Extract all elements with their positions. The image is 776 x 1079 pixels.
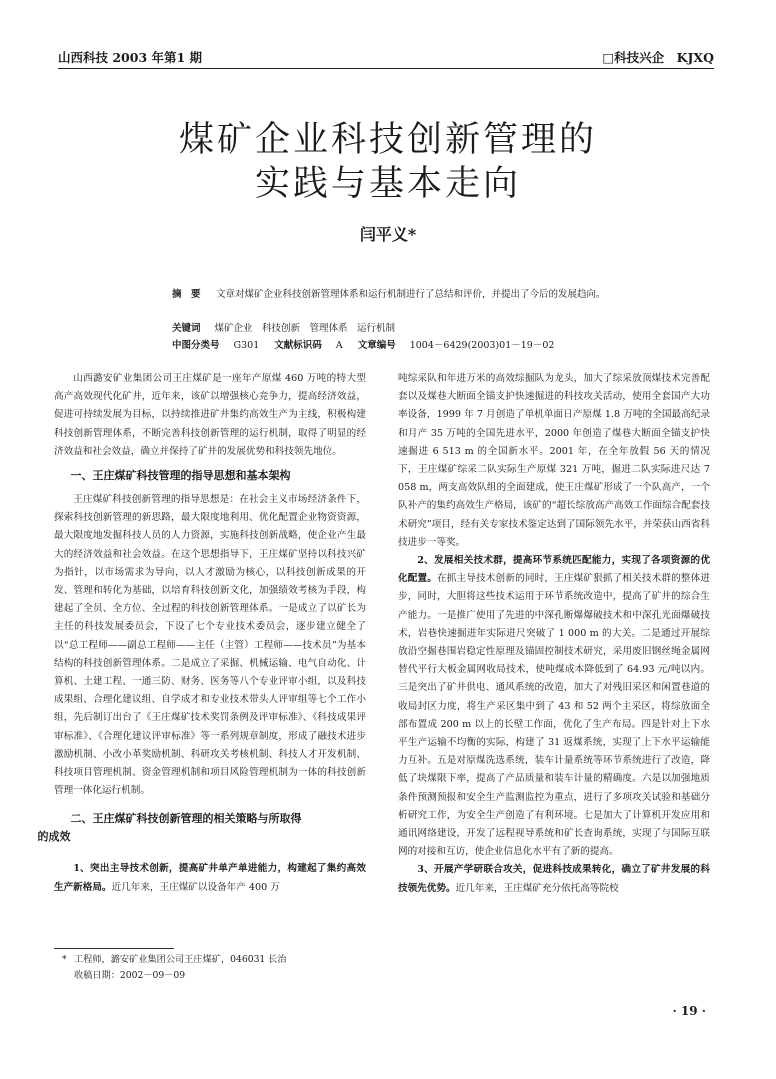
section2-heading-part1: 二、王庄煤矿科技创新管理的相关策略与所取得: [70, 812, 302, 826]
journal-issue: 山西科技 2003 年第1 期: [58, 50, 203, 65]
footnote-rule: [54, 948, 174, 949]
right-paragraph2: [398, 552, 710, 861]
footnote-affiliation: 工程师，潞安矿业集团公司王庄煤矿，046031 长治: [74, 954, 287, 965]
right-p3-text: 近几年来，王庄煤矿充分依托高等院校: [455, 882, 619, 894]
section1-paragraph: 王庄煤矿科技创新管理的指导思想是：在社会主义市场经济条件下，探索科技创新管理的新思路，最大限度地利用、优化配置企业物资资源，最大限度地发掘科技人员的人力资源，实施科技创新战略，使企业产生最大的经济效益和社会效益。在这个思想指导下，王庄煤矿坚持以科技兴矿为指针，以市场需求为导向，以人才激励为核心，以科技创新成果的开发、管理和转化为基础，以培育科技创新文化，加强绩效考核为手段，构建起了全员、全方位、全过程的科技创新管理体系。一是成立了以矿长为主任的科技发展委员会，下设了七个专业技术委员会，逐步建立健全了以“总工程师——副总工程师——主任（主管）工程师——技术员”为基本结构的科技创新管理体系。二是成立了采掘、机械运输、电气自动化、计算机、土建工程、一通三防、财务、医务等八个专业评审小组，以及科技成果组、合理化建议组、自学成才和专业技术带头人评审组等七个工作小组，先后制订出台了《王庄煤矿技术奖罚条例及评审标准》、《科技成果评审标准》、《合理化建议评审标准》等一系列规章制度，形成了融技术进步激励机制、小改小革奖励机制、科研攻关考核机制、科技人才开发机制、科技项目管理机制、资金管理机制和项目风险管理机制为一体的科技创新管理一体化运行机制。: [54, 494, 366, 797]
footnote: [62, 952, 287, 984]
right-p3-lead: 3、开展产学研联合攻关，促进科技成果转化，确立了矿井发展的科技领先优势。: [398, 864, 710, 894]
intro-paragraph: 山西潞安矿业集团公司王庄煤矿是一座年产原煤 460 万吨的特大型高产高效现代化矿井，近年来，该矿以增强核心竞争力，提高经济效益，促进可持续发展为目标，以持续推进矿井集约高效生产为主线，积极构建科技创新管理体系，不断完善科技创新管理的运行机制，取得了明显的经济效益和社会效益，确立并保持了矿井的发展优势和科技领先地位。: [54, 373, 366, 457]
keywords-label: 关键词: [172, 323, 201, 334]
right-p2-text: 在抓主导技术创新的同时，王庄煤矿狠抓了相关技术群的整体进步，同时，大胆将这些技术运用于环节系统改造中，提高了矿井的综合生产能力。一是推广使用了先进的中深孔断爆爆破技术和中深孔光面爆破技术，岩巷快速掘进年实际进尺突破了 1 000 m 的大关。二是通过开展综放沿空掘巷围岩稳定性原理及锚固控制技术研究，采用废旧钢丝绳金属网替代平行大板金属网收局技术，使吨煤成本降低到了 64.93 元/吨以内。三是突出了矿井供电、通风系统的改造，加大了对残旧采区和闲置巷道的收局封区力度，将生产采区集中到了 43 和 52 两个主采区，将综放面全部布置成 200 m 以上的长壁工作面，优化了生产布局。四是针对上下水平生产运输不均衡的实际，构建了 31 返煤系统，实现了上下水平运输能力互补。五是对原煤洗选系统，装车计量系统等环节系统进行了改造，降低了块煤限下率，提高了产品质量和装车计量的精确度。六是以加强地质条件预测预报和安全生产监测监控为重点，进行了多项攻关试验和基础分析研究工作，为安全生产创造了有利环境。七是加大了计算机开发应用和通讯网络建设，开发了远程视导系统和矿长查询系统，实现了与国际互联网的对接和互访，使企业信息化水平有了新的提高。: [398, 573, 711, 858]
article-title-line1: 煤矿企业科技创新管理的: [178, 120, 597, 160]
header-rule: [58, 68, 714, 69]
clc-value: G301: [233, 340, 260, 351]
section2-heading-part2: 的成效: [37, 830, 71, 844]
article-no-label: 文章编号: [357, 340, 396, 351]
classification-line: [172, 337, 624, 354]
clc-label: 中图分类号: [172, 340, 220, 351]
keywords: [172, 320, 624, 337]
section1-heading: 一、王庄煤矿科技管理的指导思想和基本架构: [70, 469, 291, 483]
right-column: [398, 370, 710, 898]
article-title-line2: 实践与基本走向: [254, 164, 521, 204]
abstract-text: 文章对煤矿企业科技创新管理体系和运行机制进行了总结和评价，并提出了今后的发展趋向。: [216, 289, 606, 300]
section2-heading: [37, 810, 366, 846]
section-label: □科技兴企 KJXQ: [602, 50, 714, 65]
doc-code-value: A: [335, 340, 343, 351]
section2-p1-lead: 1、突出主导技术创新，提高矿井单产单进能力，构建起了集约高效生产新格局。: [54, 863, 366, 893]
section2-p1-text: 近几年来，王庄煤矿以设备年产 400 万: [111, 881, 280, 893]
author-name: 闫平义*: [359, 225, 417, 244]
running-head: [58, 48, 714, 68]
footnote-marker: *: [62, 954, 67, 965]
article-no-value: 1004－6429(2003)01－19－02: [409, 340, 555, 351]
doc-code-label: 文献标识码: [274, 340, 322, 351]
footnote-received-date: 收稿日期：2002－09－09: [74, 970, 186, 981]
keywords-text: 煤矿企业 科技创新 管理体系 运行机制: [214, 323, 396, 334]
page-number: · 19 ·: [672, 1004, 706, 1018]
abstract: [172, 286, 624, 303]
abstract-label: 摘 要: [172, 289, 201, 300]
right-p2-lead: 2、发展相关技术群，提高环节系统匹配能力，实现了各项资源的优化配置。: [398, 555, 710, 585]
left-column: [37, 370, 366, 897]
section2-paragraph1: [54, 860, 366, 896]
right-paragraph3: [398, 861, 710, 897]
right-paragraph1: 吨综采队和年进万米的高效综掘队为龙头，加大了综采放顶煤技术完善配套以及煤巷大断面全锚支护快速掘进的科技攻关活动，使用全套国产大功率设备，1999 年 7 月创造了单机单面日产原煤 1.8 万吨的全国最高纪录和月产 35 万吨的全国先进水平，2000 年创造了煤巷大断面全锚支护快速掘进 6 513 m 的全国新水平。2001 年，在全年放假 56 天的情况下，王庄煤矿综采二队实际生产原煤 321 万吨，掘进二队实际进尺达 7 058 m，两支高效队组的全面建成，使王庄煤矿形成了一个队高产，一个队补产的集约高效生产格局，该矿的“超长综放高产高效工作面综合配套技术研究”项目，经有关专家技术鉴定达到了国际领先水平，并荣获山西省科技进步一等奖。: [398, 373, 710, 548]
